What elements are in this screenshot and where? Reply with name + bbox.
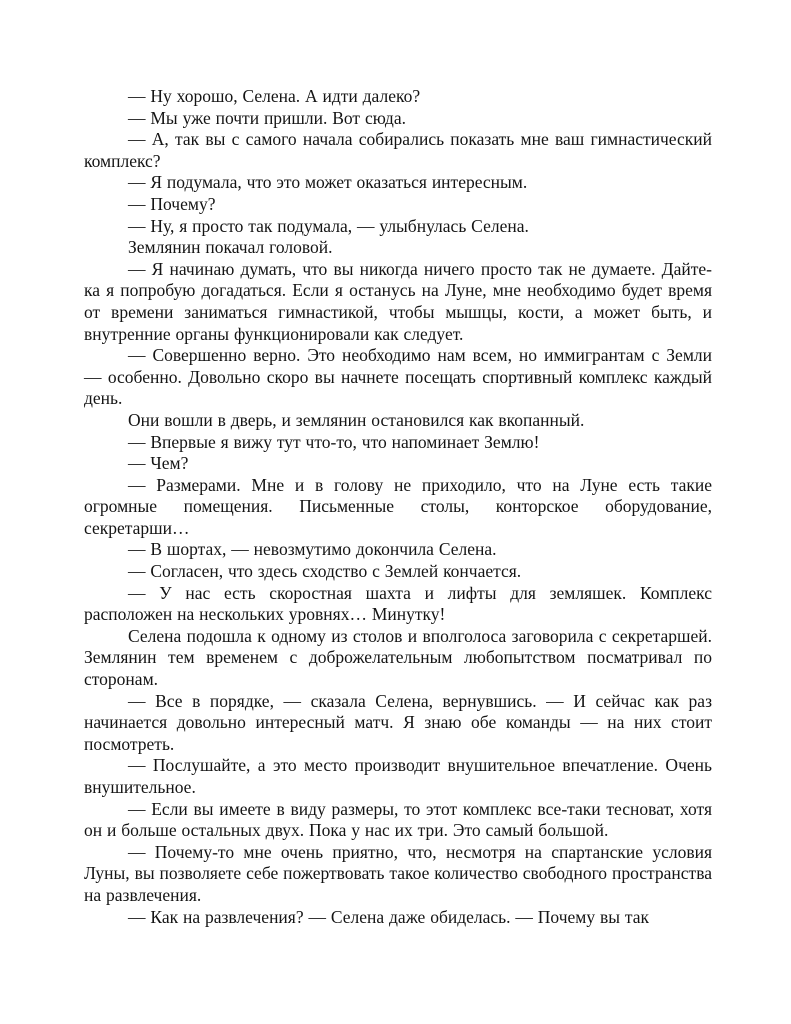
paragraph: — Согласен, что здесь сходство с Землей кончается.: [128, 561, 522, 582]
text-block: [84, 86, 712, 928]
paragraph: — Совершенно верно. Это необходимо нам всем, но иммигрантам с Земли — особенно. Довольно скоро вы начнете посещать спортивный комплекс каждый день.: [84, 345, 712, 409]
paragraph: — Я подумала, что это может оказаться интересным.: [128, 172, 528, 193]
paragraph: — А, так вы с самого начала собирались показать мне ваш гимнастический комплекс?: [84, 129, 712, 171]
paragraph: — Если вы имеете в виду размеры, то этот комплекс все-таки тесноват, хотя он и больше остальных двух. Пока у нас их три. Это самый большой.: [84, 798, 712, 841]
paragraph: Они вошли в дверь, и землянин остановился как вкопанный.: [128, 409, 585, 430]
paragraph: — Как на развлечения? — Селена даже обиделась. — Почему вы так: [128, 906, 649, 927]
paragraph: Селена подошла к одному из столов и вполголоса заговорила с секретаршей. Землянин тем временем с доброжелательным любопытством посматривал по сторонам.: [84, 625, 712, 690]
paragraph: — Впервые я вижу тут что-то, что напоминает Землю!: [128, 431, 540, 452]
paragraph: — В шортах, — невозмутимо докончила Селена.: [128, 539, 497, 560]
paragraph: Землянин покачал головой.: [128, 237, 333, 258]
paragraph: — Почему?: [128, 193, 216, 214]
paragraph: — Ну, я просто так подумала, — улыбнулась Селена.: [128, 215, 529, 236]
paragraph: — Размерами. Мне и в голову не приходило, что на Луне есть такие огромные помещения. Письменные столы, конторское оборудование, секретарши…: [84, 474, 712, 538]
paragraph: — Все в порядке, — сказала Селена, вернувшись. — И сейчас как раз начинается довольно интересный матч. Я знаю обе команды — на них стоит посмотреть.: [84, 690, 712, 754]
paragraph: — Мы уже почти пришли. Вот сюда.: [128, 107, 406, 128]
paragraph: — Ну хорошо, Селена. А идти далеко?: [128, 86, 421, 106]
paragraph: — Чем?: [128, 453, 189, 474]
paragraph: — Почему-то мне очень приятно, что, несмотря на спартанские условия Луны, вы позволяете себе пожертвовать такое количество свободного пространства на развлечения.: [84, 841, 712, 905]
paragraph: — Я начинаю думать, что вы никогда ничего просто так не думаете. Дайте-ка я попробую догадаться. Если я останусь на Луне, мне необходимо будет время от времени заниматься гимнастикой, чтобы мышцы, кости, а может быть, и внутренние органы функционировали как следует.: [84, 258, 712, 344]
paragraph: — Послушайте, а это место производит внушительное впечатление. Очень внушительное.: [84, 755, 712, 797]
paragraph: — У нас есть скоростная шахта и лифты для земляшек. Комплекс расположен на нескольких уровнях… Минутку!: [84, 582, 712, 625]
